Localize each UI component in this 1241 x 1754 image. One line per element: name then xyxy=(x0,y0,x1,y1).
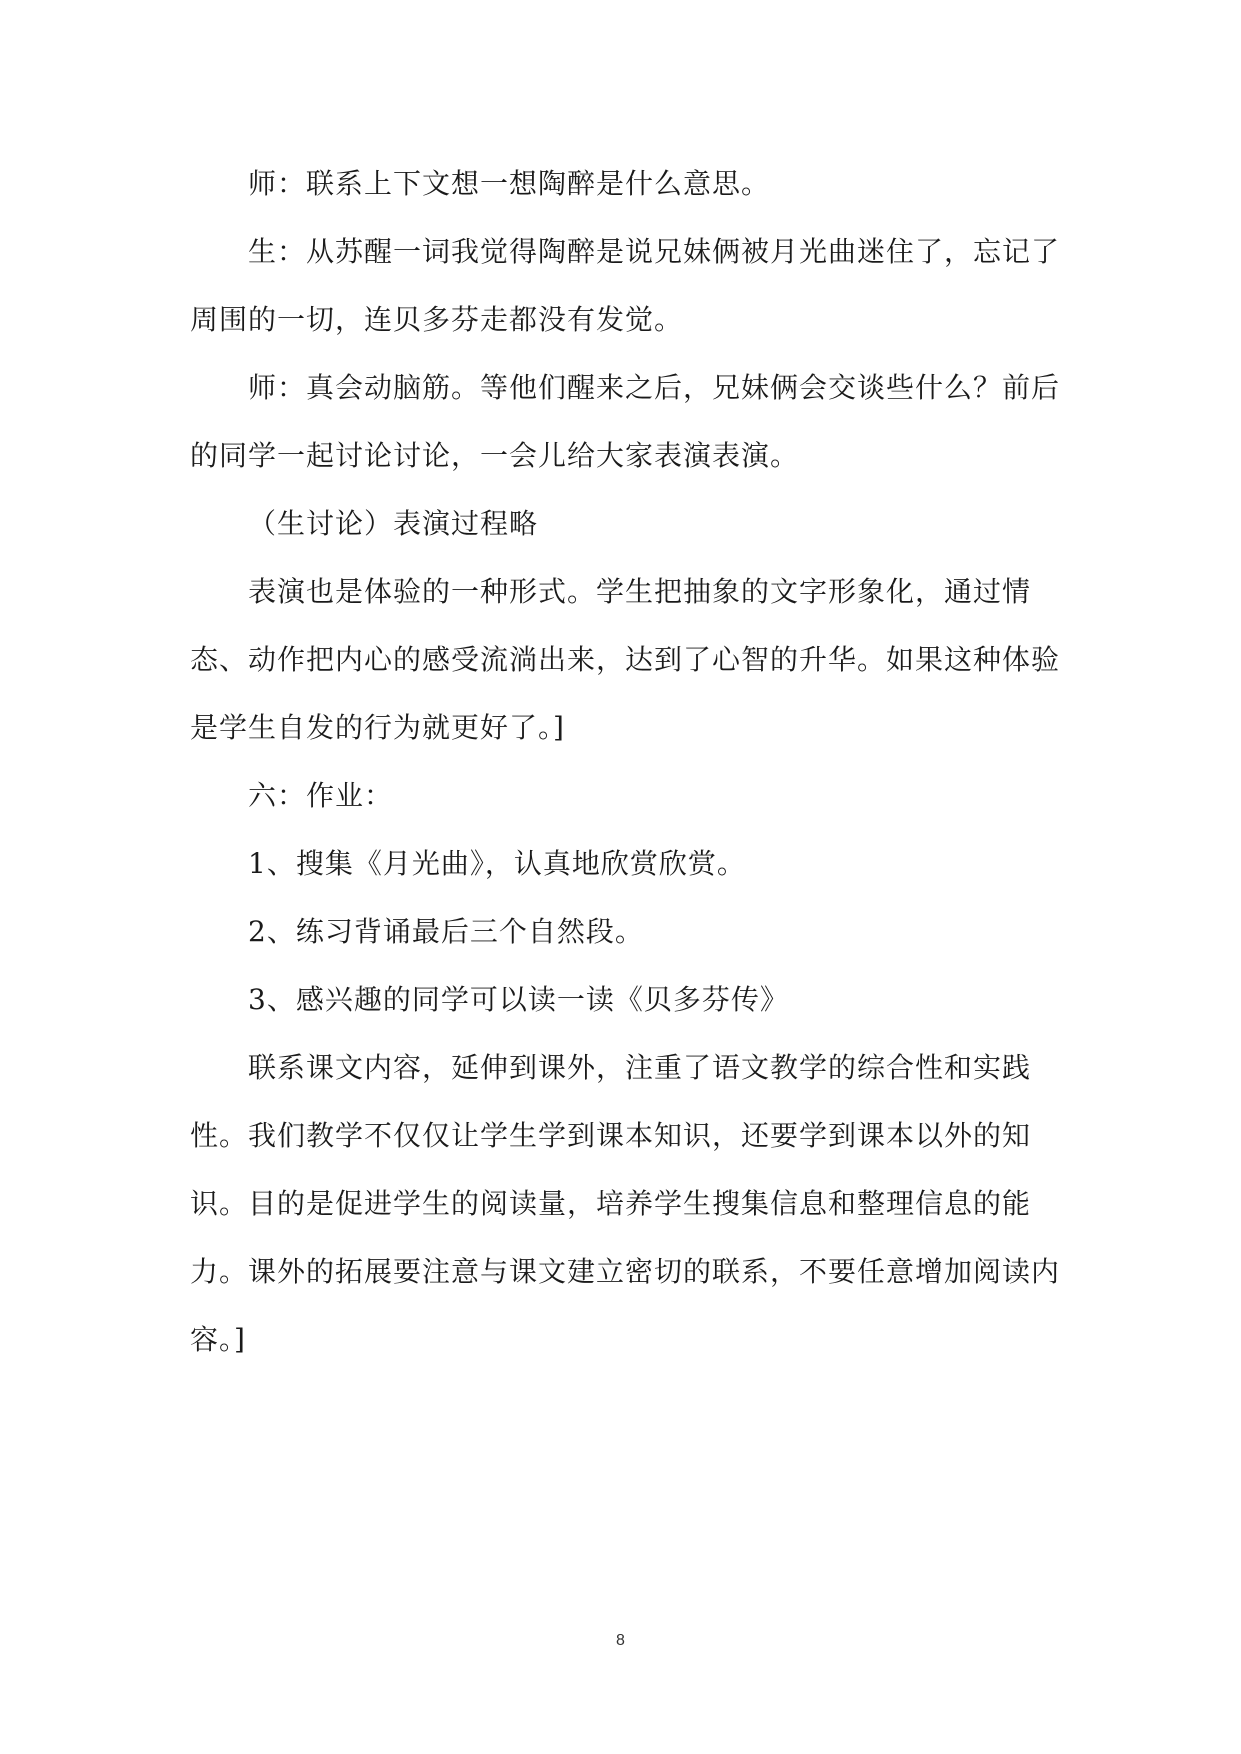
paragraph-closing-comment: 联系课文内容，延伸到课外，注重了语文教学的综合性和实践性。我们教学不仅仅让学生学到课本知识，还要学到课本以外的知识。目的是促进学生的阅读量，培养学生搜集信息和整理信息的能力。课外的拓展要注意与课文建立密切的联系，不要任意增加阅读内容。] xyxy=(190,1051,1061,1356)
paragraph-student-answer: 生：从苏醒一词我觉得陶醉是说兄妹俩被月光曲迷住了，忘记了周围的一切，连贝多芬走都没有发觉。 xyxy=(190,235,1061,336)
page-number: 8 xyxy=(616,1632,625,1649)
paragraph-teacher-question: 师：联系上下文想一想陶醉是什么意思。 xyxy=(248,167,771,200)
body-text xyxy=(190,150,1060,1374)
homework-item-1: 1、搜集《月光曲》，认真地欣赏欣赏。 xyxy=(248,847,746,880)
homework-item-2: 2、练习背诵最后三个自然段。 xyxy=(248,915,644,948)
heading-homework: 六：作业： xyxy=(248,779,394,812)
paragraph-performance-comment: 表演也是体验的一种形式。学生把抽象的文字形象化，通过情态、动作把内心的感受流淌出来，达到了心智的升华。如果这种体验是学生自发的行为就更好了。] xyxy=(190,575,1061,744)
homework-item-3: 3、感兴趣的同学可以读一读《贝多芬传》 xyxy=(248,983,789,1016)
paragraph-discussion-note: （生讨论）表演过程略 xyxy=(248,507,539,540)
paragraph-teacher-prompt: 师：真会动脑筋。等他们醒来之后，兄妹俩会交谈些什么？前后的同学一起讨论讨论，一会儿给大家表演表演。 xyxy=(190,371,1061,472)
